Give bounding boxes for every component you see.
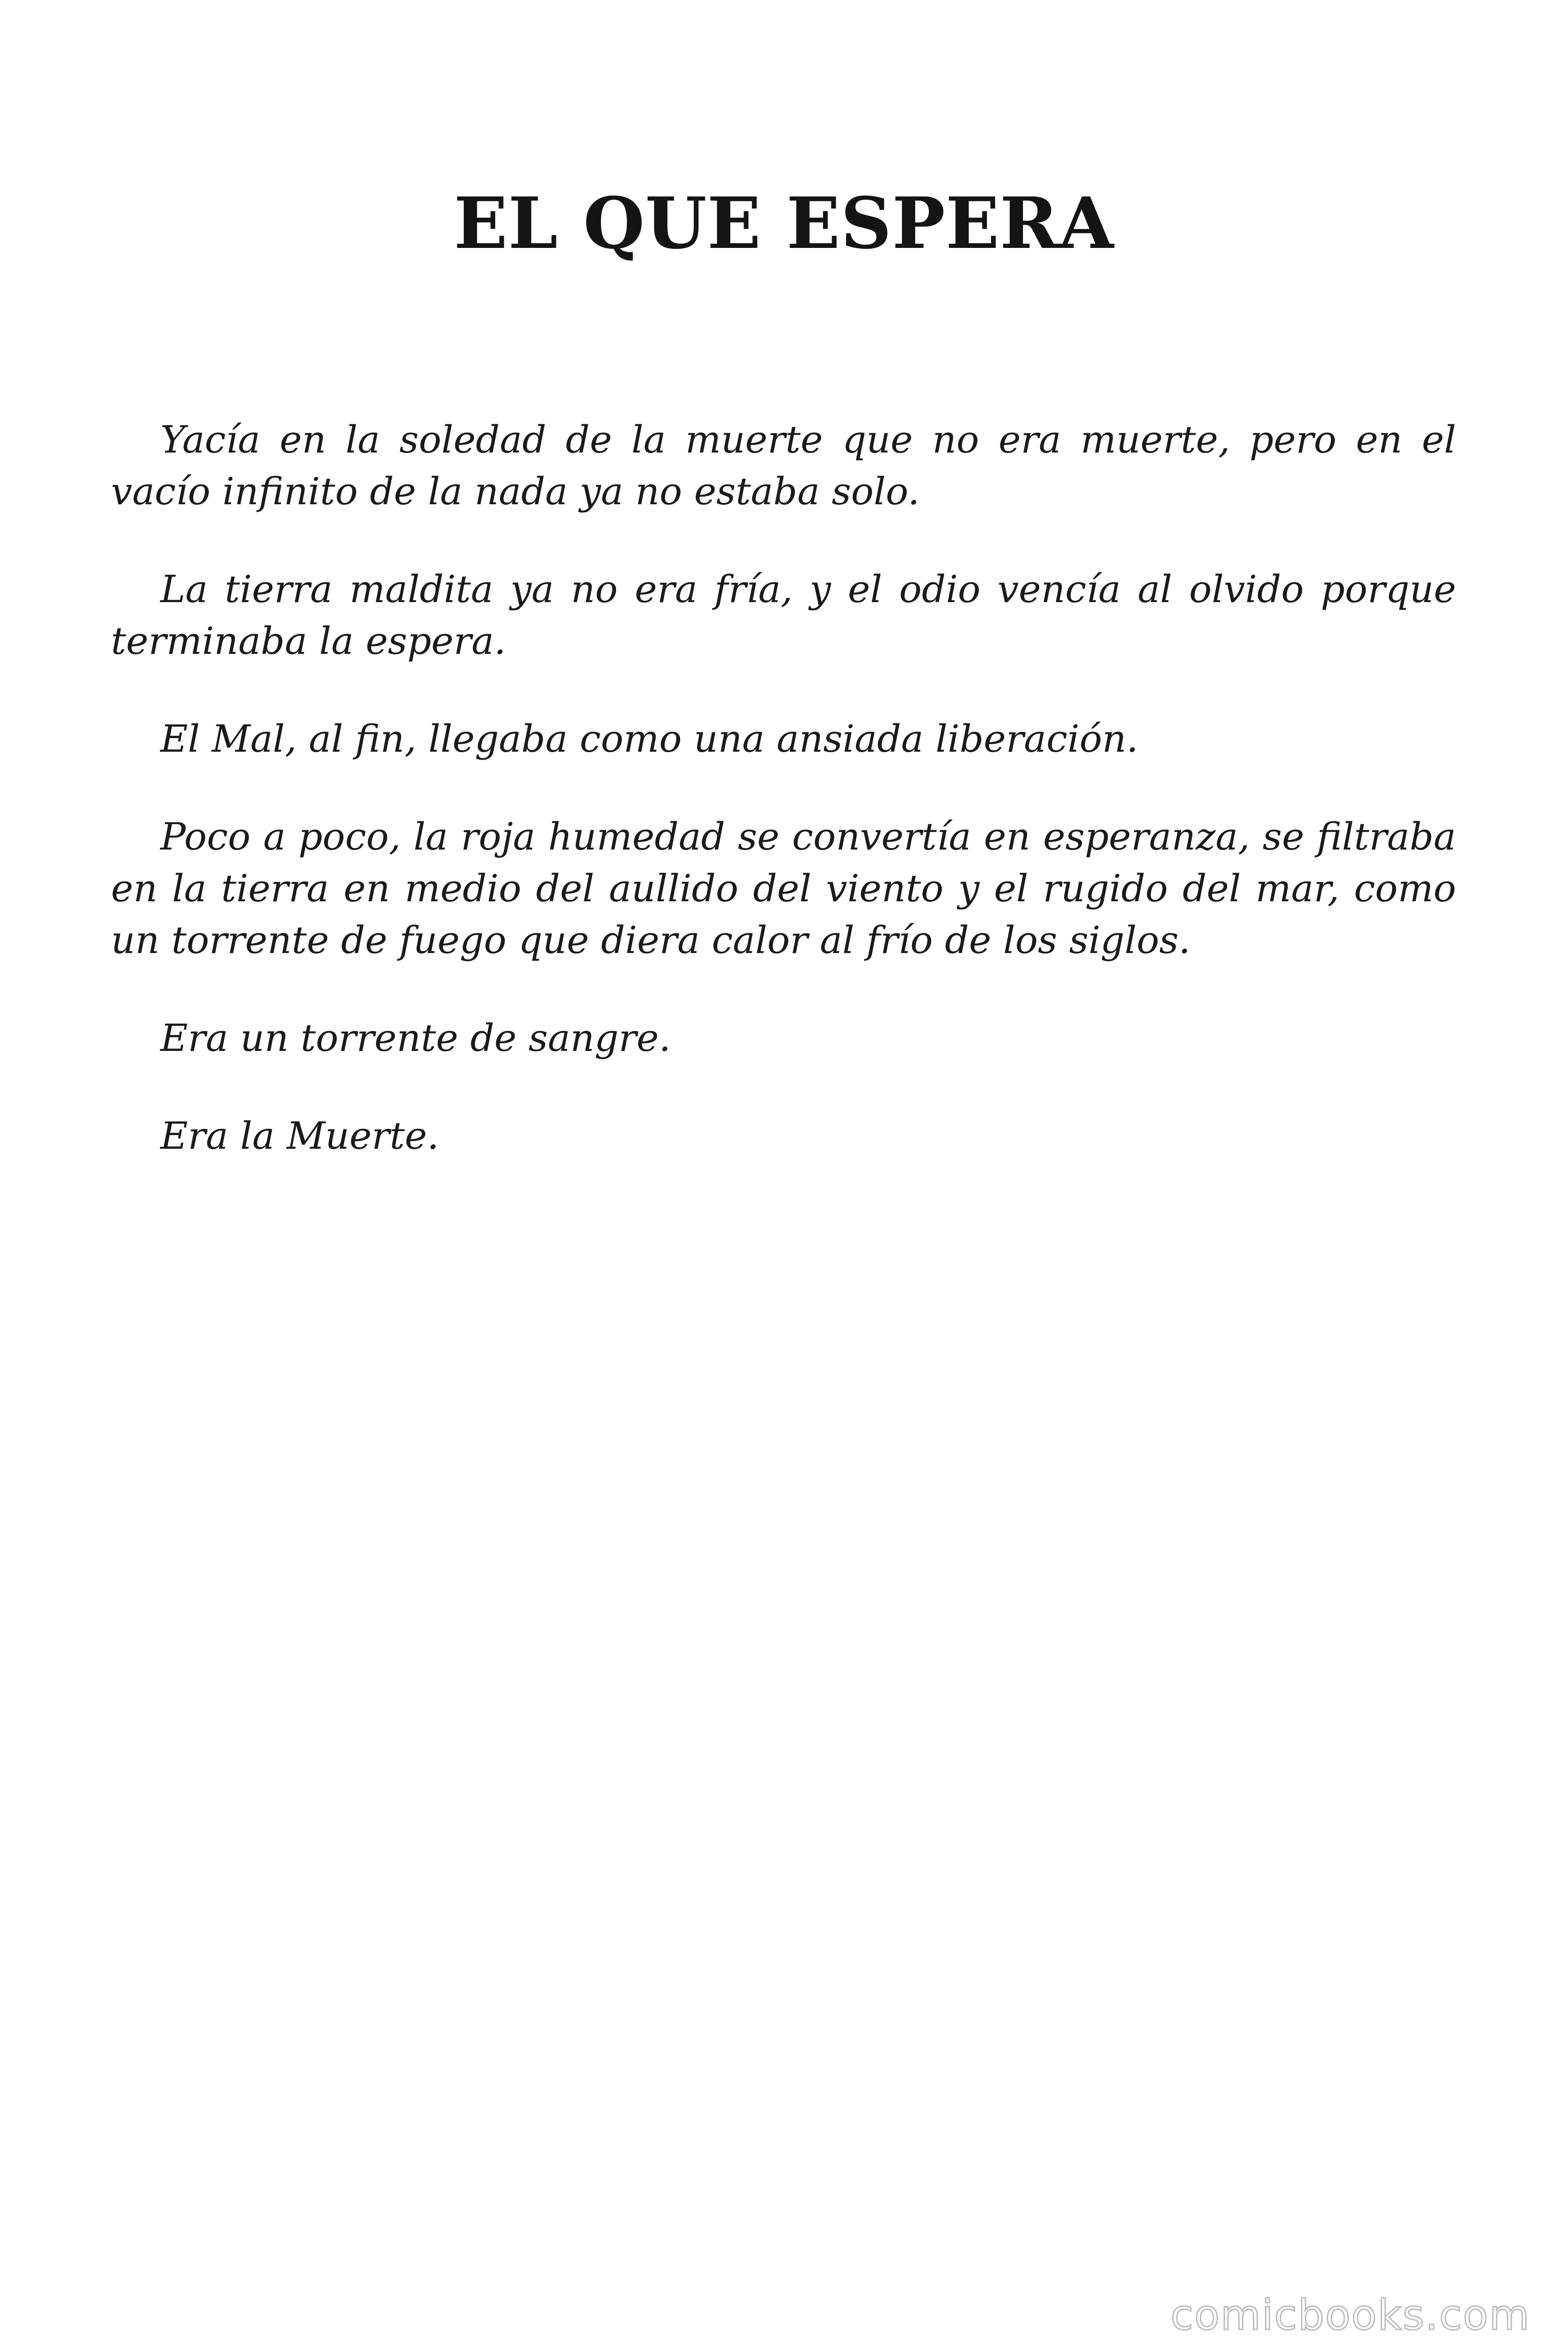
paragraph-3: El Mal, al fin, llegaba como una ansiada liberación. bbox=[160, 717, 1139, 761]
paragraph-6: Era la Muerte. bbox=[160, 1114, 439, 1158]
paragraph-1: Yacía en la soledad de la muerte que no era muerte, pero en el vacío infinito de la nada ya no estaba solo. bbox=[111, 418, 1456, 513]
watermark: comicbooks.com bbox=[1170, 2291, 1530, 2339]
paragraph-2: La tierra maldita ya no era fría, y el odio vencía al olvido porque terminaba la espera. bbox=[111, 567, 1456, 663]
page-title: EL QUE ESPERA bbox=[454, 182, 1114, 265]
paragraph-5: Era un torrente de sangre. bbox=[160, 1016, 671, 1060]
paragraph-4: Poco a poco, la roja humedad se convertía en esperanza, se filtraba en la tierra en medio del aullido del viento y el rugido del mar, como un torrente de fuego que diera calor al frío de los siglos. bbox=[111, 815, 1456, 962]
body-text bbox=[111, 414, 1456, 1208]
